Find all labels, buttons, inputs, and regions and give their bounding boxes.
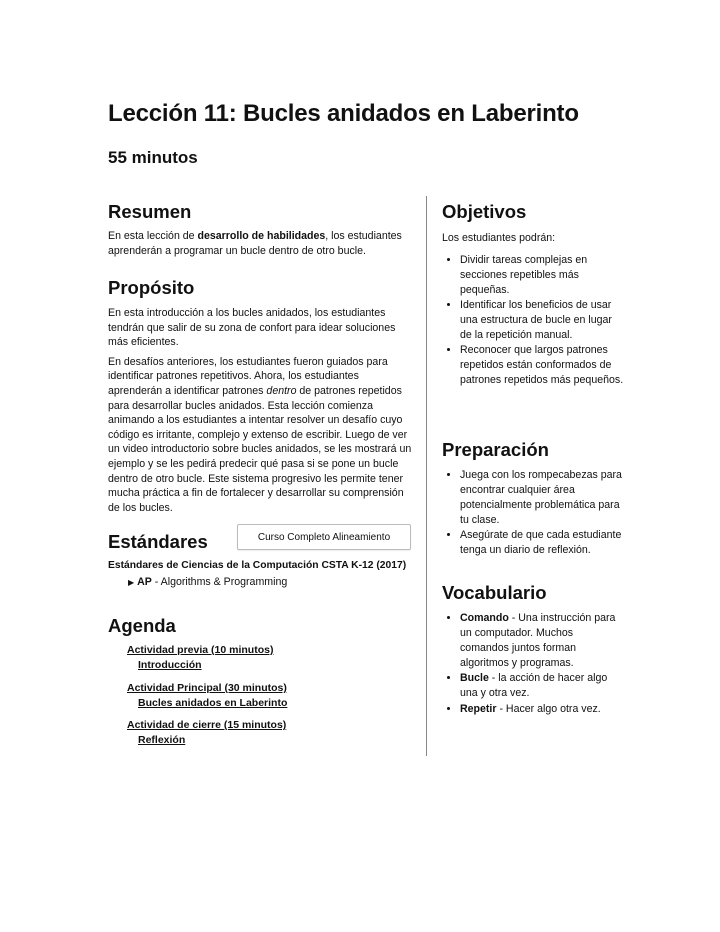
agenda-list — [127, 643, 287, 748]
objetivos-intro: Los estudiantes podrán: — [442, 232, 556, 244]
vocab-item — [460, 671, 624, 701]
p2-em: dentro — [266, 384, 297, 397]
resumen-text-bold: desarrollo de habilidades — [197, 230, 326, 242]
agenda-heading: Agenda — [108, 615, 176, 636]
list-item: • Asegúrate de que cada estudiante tenga un diario de reflexión. — [460, 528, 624, 558]
vocab-term: Comando — [460, 612, 509, 624]
proposito-paragraph-1: En esta introducción a los bucles anidados, los estudiantes tendrán que salir de su zona de confort para idear soluciones más eficientes. — [108, 307, 396, 349]
preparacion-heading: Preparación — [442, 439, 549, 460]
agenda-sublink[interactable]: Introducción — [138, 659, 202, 671]
preparacion-section — [442, 439, 624, 559]
agenda-sublink[interactable]: Bucles anidados en Laberinto — [138, 697, 288, 709]
standard-code: AP — [137, 576, 152, 588]
list-item: • Dividir tareas complejas en secciones repetibles más pequeñas. — [460, 253, 624, 298]
vocabulario-list — [442, 611, 624, 717]
proposito-section — [108, 277, 413, 515]
standards-framework: Estándares de Ciencias de la Computación CSTA K-12 (2017) — [108, 560, 407, 571]
vocab-item — [460, 702, 624, 717]
resumen-section — [108, 201, 413, 258]
vocab-term: Repetir — [460, 702, 497, 715]
agenda-sublink[interactable]: Reflexión — [138, 734, 186, 746]
preparacion-list — [442, 468, 624, 559]
curso-completo-alineamiento-button[interactable]: Curso Completo Alineamiento — [237, 524, 411, 550]
p2-pre: En desafíos anteriores, los estudiantes fueron guiados para identificar patrones repetitivos. Ahora, los estudiantes aprenderán a identificar patrones — [108, 355, 388, 397]
vocabulario-heading: Vocabulario — [442, 582, 547, 603]
agenda-link[interactable]: Actividad de cierre (15 minutos) — [127, 719, 287, 731]
resumen-heading: Resumen — [108, 201, 192, 222]
lesson-duration: 55 minutos — [108, 148, 198, 167]
resumen-text — [108, 229, 413, 258]
agenda-item — [127, 681, 287, 711]
vocab-term: Bucle — [460, 672, 489, 685]
list-item: • Identificar los beneficios de usar una estructura de bucle en lugar de la repetición manual. — [460, 298, 624, 343]
list-item: • Juega con los rompecabezas para encontrar cualquier área potencialmente problemática para tu clase. — [460, 468, 624, 528]
list-item: • Reconocer que largos patrones repetidos están conformados de patrones repetidos más pequeños. — [460, 343, 624, 388]
vocab-def: - la acción de hacer algo una y otra vez. — [460, 672, 608, 700]
objetivos-section — [442, 201, 624, 388]
triangle-right-icon: ▶ — [128, 578, 135, 587]
resumen-text-pre: En esta lección de — [108, 230, 198, 242]
agenda-item — [127, 718, 287, 748]
objetivos-list — [442, 253, 624, 389]
page-title: Lección 11: Bucles anidados en Laberinto — [108, 100, 579, 127]
estandares-heading: Estándares — [108, 531, 208, 552]
proposito-paragraph-2 — [108, 355, 413, 516]
p2-post: de patrones repetidos para desarrollar bucles anidados. Esta lección comienza animando a los estudiantes a intentar resolver un desafío cuyo código es irritante, complejo y extenso de escribir. Luego de ver un video introductorio sobre bucles anidados, se les mostrará un ejemplo y se les pedirá predecir qué pasa si se pone un bucle dentro de otro bucle. Este sistema progresivo les permite tener mucha práctica a fin de fortalecer y desarrollar su comprensión de los bucles. — [108, 384, 412, 514]
objetivos-heading: Objetivos — [442, 201, 527, 222]
proposito-heading: Propósito — [108, 277, 195, 298]
column-divider — [426, 196, 427, 756]
vocab-item — [460, 611, 624, 671]
standard-text: - Algorithms & Programming — [151, 576, 288, 588]
resumen-text-post: , los estudiantes aprenderán a programar un bucle dentro de otro bucle. — [108, 230, 402, 257]
agenda-link[interactable]: Actividad previa (10 minutos) — [127, 644, 274, 656]
standard-item-ap[interactable] — [128, 576, 287, 588]
vocab-def: - Una instrucción para un computador. Muchos comandos juntos forman algoritmos y programas. — [460, 612, 616, 670]
agenda-item — [127, 643, 287, 673]
agenda-link[interactable]: Actividad Principal (30 minutos) — [127, 682, 287, 694]
vocab-def: - Hacer algo otra vez. — [496, 702, 601, 715]
vocabulario-section — [442, 582, 624, 717]
